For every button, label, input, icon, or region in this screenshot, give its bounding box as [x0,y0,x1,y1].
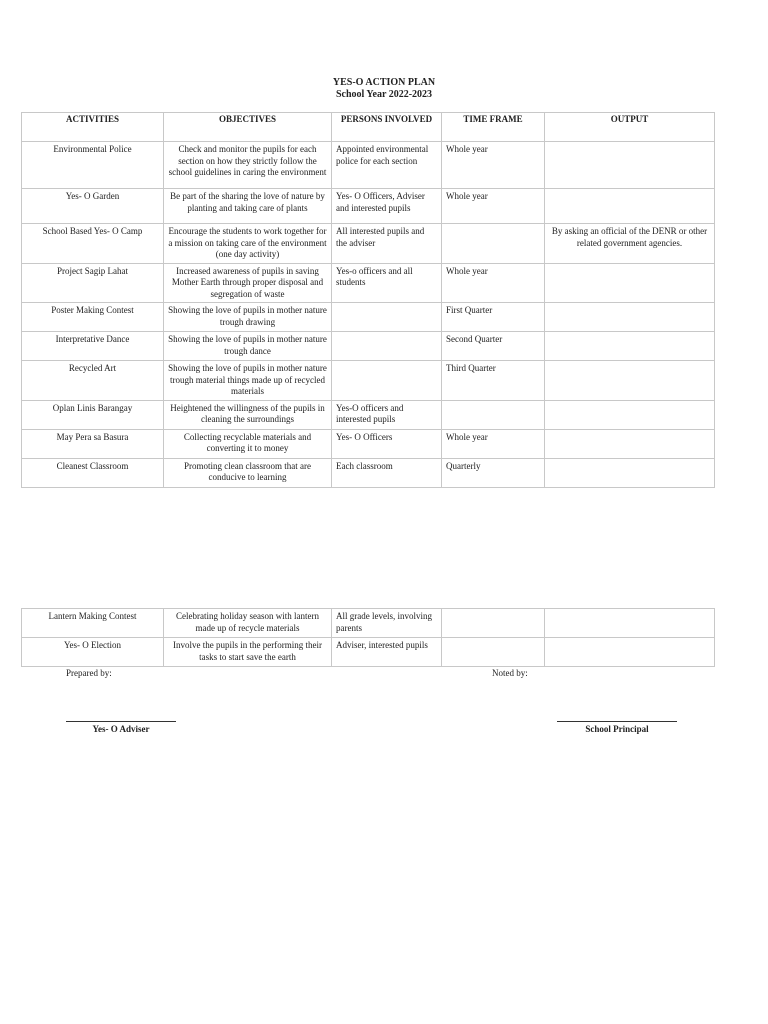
persons-cell [332,361,442,401]
prepared-by-label: Prepared by: [66,668,112,678]
table-row [22,429,715,458]
timeframe-cell: Second Quarter [442,332,545,361]
persons-cell: All grade levels, involving parents [332,609,442,638]
persons-cell [332,303,442,332]
header-persons-involved: PERSONS INVOLVED [332,113,442,142]
persons-cell: Yes-O officers and interested pupils [332,400,442,429]
table-row [22,142,715,189]
activity-cell: Interpretative Dance [22,332,164,361]
document-title: YES-O ACTION PLAN [332,77,436,88]
table-row [22,458,715,487]
timeframe-cell: Whole year [442,263,545,303]
timeframe-cell: First Quarter [442,303,545,332]
persons-cell: Yes- O Officers, Adviser and interested pupils [332,189,442,224]
output-cell [545,332,715,361]
header-objectives: OBJECTIVES [164,113,332,142]
header-output: OUTPUT [545,113,715,142]
activity-cell: School Based Yes- O Camp [22,224,164,264]
persons-cell: Appointed environmental police for each section [332,142,442,189]
activity-cell: Poster Making Contest [22,303,164,332]
objective-cell: Involve the pupils in the performing their tasks to start save the earth [164,638,332,667]
action-plan-table [21,112,715,488]
principal-title: School Principal [585,724,649,734]
output-cell [545,361,715,401]
timeframe-cell [442,638,545,667]
timeframe-cell: Quarterly [442,458,545,487]
objective-cell: Heightened the willingness of the pupils in cleaning the surroundings [164,400,332,429]
persons-cell: Adviser, interested pupils [332,638,442,667]
activity-cell: Lantern Making Contest [22,609,164,638]
activity-cell: Recycled Art [22,361,164,401]
output-cell [545,303,715,332]
principal-signature-line [557,721,677,722]
timeframe-cell: Third Quarter [442,361,545,401]
activity-cell: Project Sagip Lahat [22,263,164,303]
objective-cell: Promoting clean classroom that are conducive to learning [164,458,332,487]
output-cell [545,400,715,429]
output-cell [545,458,715,487]
timeframe-cell: Whole year [442,189,545,224]
output-cell [545,142,715,189]
output-cell [545,189,715,224]
table-row [22,332,715,361]
objective-cell: Increased awareness of pupils in saving Mother Earth through proper disposal and segregation of waste [164,263,332,303]
objective-cell: Encourage the students to work together for a mission on taking care of the environment (one day activity) [164,224,332,264]
objective-cell: Be part of the sharing the love of nature by planting and taking care of plants [164,189,332,224]
objective-cell: Collecting recyclable materials and converting it to money [164,429,332,458]
adviser-title: Yes- O Adviser [92,724,150,734]
table-row [22,609,715,638]
header-time-frame: TIME FRAME [442,113,545,142]
output-cell: By asking an official of the DENR or other related government agencies. [545,224,715,264]
adviser-signature-line [66,721,176,722]
persons-cell: Each classroom [332,458,442,487]
activity-cell: Yes- O Election [22,638,164,667]
objective-cell: Showing the love of pupils in mother nature trough material things made up of recycled materials [164,361,332,401]
table-row [22,263,715,303]
activity-cell: Oplan Linis Barangay [22,400,164,429]
noted-by-label: Noted by: [492,668,528,678]
timeframe-cell: Whole year [442,429,545,458]
table-row [22,224,715,264]
output-cell [545,609,715,638]
table-row [22,303,715,332]
table-row [22,189,715,224]
timeframe-cell [442,609,545,638]
activity-cell: May Pera sa Basura [22,429,164,458]
action-plan-table-continued [21,608,715,667]
timeframe-cell [442,224,545,264]
output-cell [545,263,715,303]
persons-cell [332,332,442,361]
timeframe-cell [442,400,545,429]
persons-cell: All interested pupils and the adviser [332,224,442,264]
activity-cell: Cleanest Classroom [22,458,164,487]
output-cell [545,429,715,458]
table-row [22,400,715,429]
activity-cell: Yes- O Garden [22,189,164,224]
table-row [22,361,715,401]
persons-cell: Yes-o officers and all students [332,263,442,303]
objective-cell: Showing the love of pupils in mother nature trough drawing [164,303,332,332]
timeframe-cell: Whole year [442,142,545,189]
persons-cell: Yes- O Officers [332,429,442,458]
objective-cell: Check and monitor the pupils for each section on how they strictly follow the school guidelines in caring the environment [164,142,332,189]
document-subtitle: School Year 2022-2023 [335,89,433,100]
activity-cell: Environmental Police [22,142,164,189]
table-row [22,638,715,667]
objective-cell: Showing the love of pupils in mother nature trough dance [164,332,332,361]
objective-cell: Celebrating holiday season with lantern made up of recycle materials [164,609,332,638]
header-activities: ACTIVITIES [22,113,164,142]
output-cell [545,638,715,667]
